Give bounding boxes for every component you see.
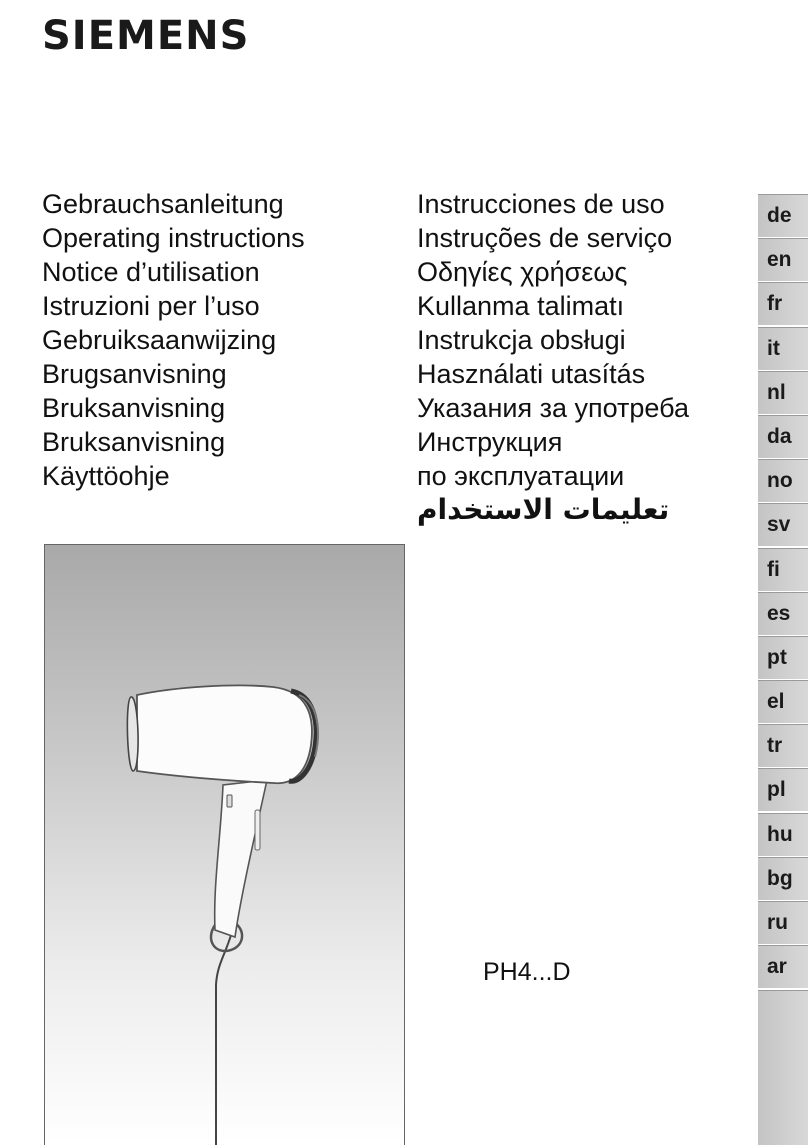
manual-title: Указания за употреба: [417, 393, 689, 423]
model-number: PH4...D: [483, 958, 571, 986]
manual-title-arabic: تعليمات الاستخدام: [417, 493, 670, 526]
hair-dryer-icon: [45, 545, 405, 1145]
manual-titles-right: [417, 187, 757, 527]
manual-title: по эксплуатации: [417, 461, 625, 491]
tab-strip-filler: [758, 990, 808, 1145]
manual-title: Operating instructions: [42, 223, 305, 253]
language-tab[interactable]: da: [758, 415, 808, 458]
language-tab-strip: [758, 194, 808, 989]
language-tab[interactable]: es: [758, 592, 808, 635]
language-tab[interactable]: de: [758, 194, 808, 237]
language-tab[interactable]: fi: [758, 548, 808, 591]
manual-title: Használati utasítás: [417, 359, 646, 389]
manual-title: Инструкция: [417, 427, 563, 457]
product-image-panel: [44, 544, 405, 1145]
manual-title: Bruksanvisning: [42, 427, 226, 457]
manual-title: Instruções de serviço: [417, 223, 673, 253]
manual-title: Instrukcja obsługi: [417, 325, 626, 355]
manual-title: Gebruiksaanwijzing: [42, 325, 277, 355]
manual-titles-left: [42, 187, 402, 493]
language-tab[interactable]: no: [758, 459, 808, 502]
manual-title: Brugsanvisning: [42, 359, 227, 389]
language-tab[interactable]: el: [758, 680, 808, 723]
language-tab[interactable]: nl: [758, 371, 808, 414]
language-tab[interactable]: bg: [758, 857, 808, 900]
manual-title: Instrucciones de uso: [417, 189, 665, 219]
language-tab[interactable]: it: [758, 327, 808, 370]
manual-title: Gebrauchsanleitung: [42, 189, 284, 219]
manual-title: Käyttöohje: [42, 461, 170, 491]
language-tab[interactable]: ru: [758, 901, 808, 944]
language-tab[interactable]: en: [758, 238, 808, 281]
manual-title: Notice d’utilisation: [42, 257, 260, 287]
language-tab[interactable]: hu: [758, 813, 808, 856]
language-tab[interactable]: tr: [758, 724, 808, 767]
manual-title: Kullanma talimatı: [417, 291, 625, 321]
language-tab[interactable]: pt: [758, 636, 808, 679]
language-tab[interactable]: fr: [758, 282, 808, 325]
language-tab[interactable]: pl: [758, 768, 808, 811]
manual-title: Οδηγίες χρήσεως: [417, 257, 628, 287]
manual-title: Bruksanvisning: [42, 393, 226, 423]
brand-logo: SIEMENS: [42, 13, 250, 59]
language-tab[interactable]: ar: [758, 945, 808, 988]
manual-title: Istruzioni per l’uso: [42, 291, 260, 321]
language-tab[interactable]: sv: [758, 503, 808, 546]
